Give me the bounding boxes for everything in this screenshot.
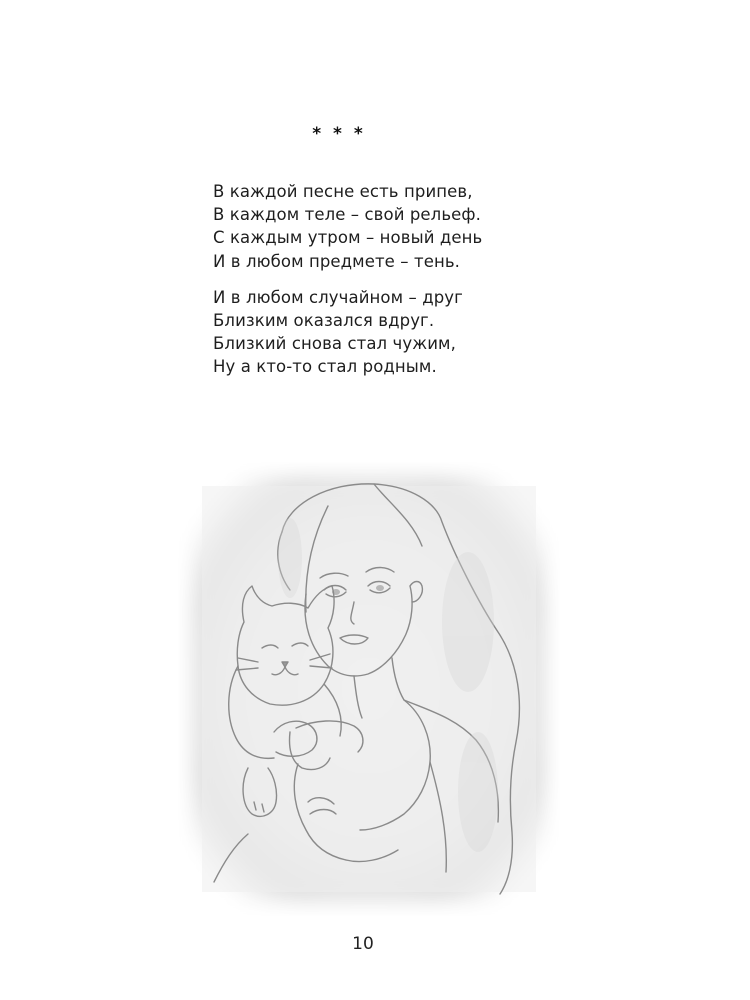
poem-line: Близкий снова стал чужим, [213,334,456,354]
page-number: 10 [352,934,374,954]
poem-line: И в любом случайном – друг [213,287,463,307]
poem-line: Близким оказался вдруг. [213,311,435,331]
poem-line: И в любом предмете – тень. [213,251,460,271]
section-divider-asterisks: * * * [312,124,366,144]
poem-line: В каждой песне есть припев, [213,182,473,201]
poem-stanza-2 [213,286,482,379]
sketch-illustration [178,462,560,916]
poem-line: С каждым утром – новый день [213,228,483,248]
poem-line: В каждом теле – свой рельеф. [213,205,481,225]
poem [213,180,482,392]
poem-line: Ну а кто-то стал родным. [213,357,437,377]
poem-stanza-1 [213,180,482,273]
